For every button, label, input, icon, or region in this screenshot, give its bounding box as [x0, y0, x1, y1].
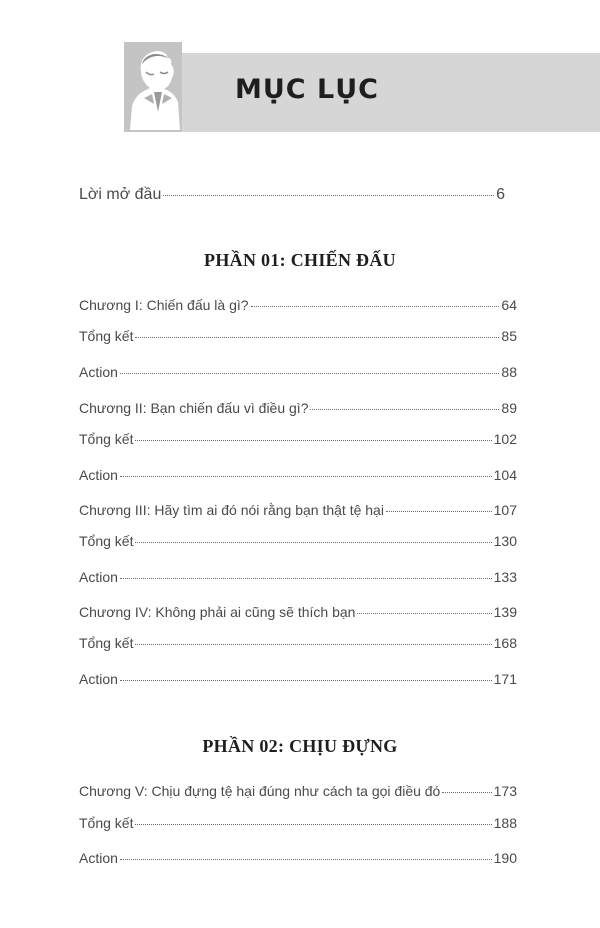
toc-entry[interactable]: [79, 604, 517, 620]
dot-leader: [135, 824, 491, 825]
toc-entry[interactable]: [79, 431, 517, 447]
toc-entry-page: 171: [493, 671, 517, 687]
dot-leader: [163, 195, 494, 196]
toc-entry-label: Action: [79, 364, 118, 380]
toc-entry[interactable]: [79, 297, 517, 313]
toc-entry-page: 190: [493, 850, 517, 866]
dot-leader: [120, 373, 500, 374]
toc-entry-label: Tổng kết: [79, 815, 134, 831]
toc-entry-page: 107: [493, 502, 517, 518]
dot-leader: [310, 409, 499, 410]
toc-entry-page: 133: [493, 569, 517, 585]
toc-entry[interactable]: [79, 569, 517, 585]
toc-entry-page: 168: [493, 635, 517, 651]
toc-entry[interactable]: [79, 783, 517, 799]
toc-entry-label: Tổng kết: [79, 431, 134, 447]
toc-entry-page: 139: [493, 604, 517, 620]
toc-entry-label: Action: [79, 467, 118, 483]
toc-entry[interactable]: [79, 467, 517, 483]
toc-entry-page: 64: [501, 297, 517, 313]
toc-entry-page: 89: [501, 400, 517, 416]
dot-leader: [386, 511, 492, 512]
toc-entry[interactable]: [79, 364, 517, 380]
dot-leader: [442, 792, 491, 793]
toc-entry-intro[interactable]: [79, 186, 505, 204]
toc-entry-label: Chương III: Hãy tìm ai đó nói rằng bạn thật tệ hại: [79, 502, 384, 518]
toc-entry-label: Chương I: Chiến đấu là gì?: [79, 297, 249, 313]
dot-leader: [135, 440, 491, 441]
toc-entry-page: 6: [496, 186, 505, 203]
dot-leader: [120, 476, 492, 477]
toc-entry[interactable]: [79, 533, 517, 549]
dot-leader: [135, 337, 499, 338]
toc-entry-label: Action: [79, 569, 118, 585]
toc-entry[interactable]: [79, 328, 517, 344]
dot-leader: [120, 680, 492, 681]
dot-leader: [120, 578, 492, 579]
toc-entry-page: 102: [493, 431, 517, 447]
toc-entry-label: Lời mở đầu: [79, 186, 162, 203]
toc-entry[interactable]: [79, 850, 517, 866]
silhouette-portrait-icon: [124, 42, 182, 132]
page-title: MỤC LỤC: [235, 74, 379, 105]
toc-entry-label: Tổng kết: [79, 533, 134, 549]
dot-leader: [120, 859, 492, 860]
toc-entry[interactable]: [79, 671, 517, 687]
dot-leader: [135, 644, 491, 645]
part-heading: PHẦN 02: CHỊU ĐỰNG: [202, 736, 398, 756]
toc-entry-label: Action: [79, 671, 118, 687]
toc-entry-page: 188: [493, 815, 517, 831]
part-heading: PHẦN 01: CHIẾN ĐẤU: [204, 250, 396, 270]
toc-entry-page: 85: [501, 328, 517, 344]
toc-entry-label: Tổng kết: [79, 328, 134, 344]
toc-entry-page: 130: [493, 533, 517, 549]
toc-entry[interactable]: [79, 400, 517, 416]
toc-entry-page: 88: [501, 364, 517, 380]
toc-entry-page: 173: [493, 783, 517, 799]
toc-entry[interactable]: [79, 635, 517, 651]
toc-entry-label: Tổng kết: [79, 635, 134, 651]
toc-entry[interactable]: [79, 815, 517, 831]
toc-entry[interactable]: [79, 502, 517, 518]
toc-entry-label: Chương IV: Không phải ai cũng sẽ thích bạn: [79, 604, 356, 620]
toc-entry-page: 104: [493, 467, 517, 483]
dot-leader: [251, 306, 500, 307]
toc-entry-label: Chương II: Bạn chiến đấu vì điều gì?: [79, 400, 309, 416]
toc-entry-label: Chương V: Chịu đựng tệ hại đúng như cách ta gọi điều đó: [79, 783, 441, 799]
dot-leader: [357, 613, 491, 614]
dot-leader: [135, 542, 491, 543]
toc-entry-label: Action: [79, 850, 118, 866]
